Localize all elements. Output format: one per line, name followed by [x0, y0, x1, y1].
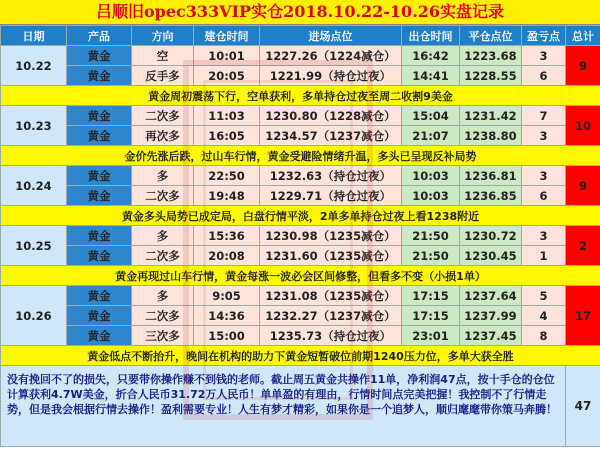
day-note-row	[1, 146, 600, 166]
entry-cell[interactable]: 1235.73（持仓过夜）	[260, 326, 402, 346]
exit-cell[interactable]: 1236.81	[460, 166, 522, 186]
entry-cell[interactable]: 1229.71（持仓过夜）	[260, 186, 402, 206]
day-note-row	[1, 206, 600, 226]
day-note: 黄金低点不断抬升，晚间在机构的助力下黄金短暂破位前期1240压力位，多单大获全胜	[1, 346, 600, 366]
product-cell[interactable]: 黄金	[67, 46, 132, 66]
day-total-cell[interactable]: 17	[566, 286, 600, 346]
day-total-cell[interactable]: 2	[566, 226, 600, 266]
header-date: 日期	[1, 26, 67, 46]
grand-total-cell[interactable]: 47	[566, 366, 600, 447]
header-close-time: 出仓时间	[402, 26, 460, 46]
trade-row	[1, 226, 600, 246]
close-time-cell[interactable]: 21:07	[402, 126, 460, 146]
exit-cell[interactable]: 1237.99	[460, 306, 522, 326]
trade-row	[1, 106, 600, 126]
summary-row	[1, 366, 600, 447]
direction-cell[interactable]: 二次多	[132, 186, 194, 206]
entry-cell[interactable]: 1232.63（持仓过夜）	[260, 166, 402, 186]
open-time-cell[interactable]: 15:36	[194, 226, 260, 246]
close-time-cell[interactable]: 10:03	[402, 186, 460, 206]
day-note-row	[1, 86, 600, 106]
trade-row	[1, 46, 600, 66]
pnl-cell[interactable]: 8	[522, 326, 566, 346]
pnl-cell[interactable]: 7	[522, 106, 566, 126]
open-time-cell[interactable]: 10:01	[194, 46, 260, 66]
open-time-cell[interactable]: 14:36	[194, 306, 260, 326]
sheet-title: 吕顺旧opec333VIP实仓2018.10.22-10.26实盘记录	[0, 0, 600, 25]
close-time-cell[interactable]: 23:01	[402, 326, 460, 346]
close-time-cell[interactable]: 14:41	[402, 66, 460, 86]
date-cell[interactable]: 10.25	[1, 226, 67, 266]
exit-cell[interactable]: 1237.64	[460, 286, 522, 306]
product-cell[interactable]: 黄金	[67, 306, 132, 326]
product-cell[interactable]: 黄金	[67, 166, 132, 186]
trade-row	[1, 66, 600, 86]
direction-cell[interactable]: 二次多	[132, 106, 194, 126]
entry-cell[interactable]: 1230.98（1235减仓）	[260, 226, 402, 246]
close-time-cell[interactable]: 15:04	[402, 106, 460, 126]
date-cell[interactable]: 10.24	[1, 166, 67, 206]
close-time-cell[interactable]: 21:50	[402, 246, 460, 266]
header-pnl: 盈亏点	[522, 26, 566, 46]
open-time-cell[interactable]: 9:05	[194, 286, 260, 306]
day-note-row	[1, 346, 600, 366]
exit-cell[interactable]: 1223.68	[460, 46, 522, 66]
header-row	[1, 26, 600, 46]
pnl-cell[interactable]: 3	[522, 46, 566, 66]
direction-cell[interactable]: 多	[132, 226, 194, 246]
direction-cell[interactable]: 反手多	[132, 66, 194, 86]
direction-cell[interactable]: 多	[132, 166, 194, 186]
pnl-cell[interactable]: 3	[522, 226, 566, 246]
header-exit: 平仓点位	[460, 26, 522, 46]
pnl-cell[interactable]: 4	[522, 306, 566, 326]
pnl-cell[interactable]: 3	[522, 166, 566, 186]
header-entry: 进场点位	[260, 26, 402, 46]
close-time-cell[interactable]: 17:15	[402, 286, 460, 306]
direction-cell[interactable]: 空	[132, 46, 194, 66]
trade-row	[1, 326, 600, 346]
open-time-cell[interactable]: 11:03	[194, 106, 260, 126]
header-direction: 方向	[132, 26, 194, 46]
exit-cell[interactable]: 1230.45	[460, 246, 522, 266]
exit-cell[interactable]: 1231.42	[460, 106, 522, 126]
pnl-cell[interactable]: 6	[522, 186, 566, 206]
entry-cell[interactable]: 1231.08（1235减仓）	[260, 286, 402, 306]
exit-cell[interactable]: 1236.85	[460, 186, 522, 206]
open-time-cell[interactable]: 22:50	[194, 166, 260, 186]
trade-table	[0, 25, 600, 447]
direction-cell[interactable]: 三次多	[132, 326, 194, 346]
entry-cell[interactable]: 1231.60（1235减仓）	[260, 246, 402, 266]
summary-text: 没有挽回不了的损失，只要带你操作赚不到钱的老师。截止周五黄金共操作11单，净利润47点，按十手仓的仓位计算获利4.7W美金，折合人民币31.72万人民币！单单盈的有理由，行情时间点完美把握！我控制不了行情走势，但是我会根据行情去操作！盈利需要专业！人生有梦才精彩，如果你是一个追梦人，顺归麾麾带你策马奔腾！	[1, 366, 566, 447]
close-time-cell[interactable]: 21:50	[402, 226, 460, 246]
open-time-cell[interactable]: 19:48	[194, 186, 260, 206]
product-cell[interactable]: 黄金	[67, 186, 132, 206]
header-open-time: 建仓时间	[194, 26, 260, 46]
pnl-cell[interactable]: 6	[522, 66, 566, 86]
pnl-cell[interactable]: 5	[522, 286, 566, 306]
exit-cell[interactable]: 1228.55	[460, 66, 522, 86]
direction-cell[interactable]: 再次多	[132, 126, 194, 146]
trade-row	[1, 126, 600, 146]
header-total: 总计	[566, 26, 600, 46]
product-cell[interactable]: 黄金	[67, 106, 132, 126]
trade-row	[1, 286, 600, 306]
exit-cell[interactable]: 1237.45	[460, 326, 522, 346]
exit-cell[interactable]: 1230.72	[460, 226, 522, 246]
pnl-cell[interactable]: 1	[522, 246, 566, 266]
pnl-cell[interactable]: 3	[522, 126, 566, 146]
product-cell[interactable]: 黄金	[67, 66, 132, 86]
entry-cell[interactable]: 1232.27（1237减仓）	[260, 306, 402, 326]
entry-cell[interactable]: 1234.57（1237减仓）	[260, 126, 402, 146]
direction-cell[interactable]: 二次多	[132, 246, 194, 266]
day-note-row	[1, 266, 600, 286]
open-time-cell[interactable]: 16:05	[194, 126, 260, 146]
day-note: 黄金周初震荡下行，空单获利，多单持仓过夜至周二收割9美金	[1, 86, 600, 106]
close-time-cell[interactable]: 10:03	[402, 166, 460, 186]
product-cell[interactable]: 黄金	[67, 226, 132, 246]
date-cell[interactable]: 10.23	[1, 106, 67, 146]
day-note: 金价先涨后跌，过山车行情，黄金受避险情绪升温，多头已呈现反补局势	[1, 146, 600, 166]
product-cell[interactable]: 黄金	[67, 126, 132, 146]
trade-row	[1, 166, 600, 186]
trade-row	[1, 186, 600, 206]
open-time-cell[interactable]: 20:08	[194, 246, 260, 266]
open-time-cell[interactable]: 20:05	[194, 66, 260, 86]
entry-cell[interactable]: 1227.26（1224减仓）	[260, 46, 402, 66]
entry-cell[interactable]: 1221.99（持仓过夜）	[260, 66, 402, 86]
close-time-cell[interactable]: 17:15	[402, 306, 460, 326]
exit-cell[interactable]: 1238.80	[460, 126, 522, 146]
day-note: 黄金多头局势已成定局，白盘行情平淡，2单多单持仓过夜上看1238附近	[1, 206, 600, 226]
date-cell[interactable]: 10.22	[1, 46, 67, 86]
date-cell[interactable]: 10.26	[1, 286, 67, 346]
close-time-cell[interactable]: 16:42	[402, 46, 460, 66]
day-total-cell[interactable]: 9	[566, 166, 600, 206]
open-time-cell[interactable]: 15:00	[194, 326, 260, 346]
direction-cell[interactable]: 多	[132, 286, 194, 306]
direction-cell[interactable]: 二次多	[132, 306, 194, 326]
header-product: 产品	[67, 26, 132, 46]
entry-cell[interactable]: 1230.80（1228减仓）	[260, 106, 402, 126]
product-cell[interactable]: 黄金	[67, 286, 132, 306]
trade-row	[1, 306, 600, 326]
day-total-cell[interactable]: 9	[566, 46, 600, 86]
product-cell[interactable]: 黄金	[67, 246, 132, 266]
trade-row	[1, 246, 600, 266]
day-note: 黄金再现过山车行情，黄金每涨一波必会区间修整，但看多不变（小损1单）	[1, 266, 600, 286]
product-cell[interactable]: 黄金	[67, 326, 132, 346]
day-total-cell[interactable]: 10	[566, 106, 600, 146]
